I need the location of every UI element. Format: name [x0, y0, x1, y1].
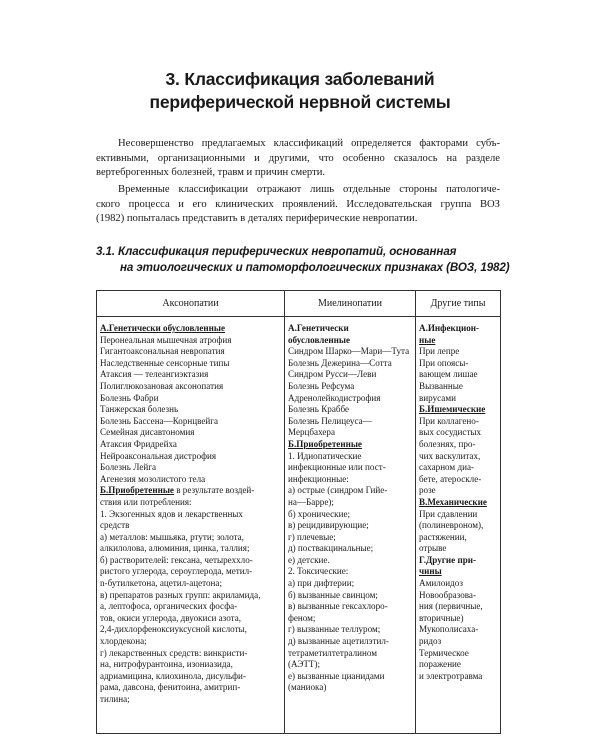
table-cell-line: г) плечевые;	[288, 531, 336, 542]
table-cell-line: Болезнь Дежерина—Сотта	[288, 357, 392, 368]
table-cell-line: Болезнь Бассена—Корнцвейга	[100, 415, 219, 426]
table-cell-line: Мукополисаха-	[419, 624, 479, 635]
table-cell-line: розе	[419, 485, 436, 496]
table-cell-line: Нейроаксональная дистрофия	[100, 450, 217, 461]
table-cell-line: 2. Токсические:	[288, 566, 349, 577]
table-cell-line: Танжерская болезнь	[100, 404, 179, 415]
chapter-title-line-2: периферической нервной системы	[149, 92, 451, 112]
table-cell-line: тов, окиси углерода, двуокиси азота,	[100, 612, 242, 623]
table-cell-line: ния (первичные,	[419, 601, 483, 612]
table-cell-line: ные	[419, 334, 436, 345]
table-cell-line: болезнях, про-	[419, 438, 476, 449]
text-line: Временные классификации отражают лишь отдельные стороны патологиче-	[118, 184, 500, 195]
table-cell-line: е) вызванные цианидами	[288, 670, 385, 681]
table-cell-line: а, лептофоса, органических фосфа-	[100, 601, 238, 612]
table-cell-line: Болезнь Рефсума	[288, 380, 355, 391]
table-cell-line: Перонеальная мышечная атрофия	[100, 334, 232, 345]
table-cell-line: поражение	[419, 659, 461, 670]
table-cell-line: Термическое	[419, 647, 469, 658]
table-cell-line: 1. Экзогенных ядов и лекарственных	[100, 508, 243, 519]
table-cell-line: А.Инфекцион-	[419, 323, 480, 333]
table-cell-line: феном;	[288, 612, 316, 623]
table-cell-line: вирусами	[419, 392, 456, 403]
table-cell-line: В.Механические	[419, 496, 487, 507]
table-cell-line: на, нитрофурантоина, изониазида,	[100, 659, 233, 670]
text-line: (1982) попыталась представить в деталях периферические невропатии.	[96, 213, 418, 225]
table-cell-line: Гигантоаксональная невропатия	[100, 346, 225, 357]
table-cell-line: г) вызванные теллуром;	[288, 624, 381, 635]
table-cell-line: 2,4-дихлорфеноксиуксусной кислоты,	[100, 624, 247, 635]
myelinopathies-cell	[285, 317, 416, 734]
table-cell-line: ридоз	[419, 636, 442, 647]
table-cell-line: Болезнь Лейга	[100, 462, 156, 473]
table-cell-line: Б.Ишемические	[419, 404, 486, 415]
table-cell-line: чины	[419, 566, 442, 577]
table-cell-line: е) детские.	[288, 554, 330, 565]
table-cell-line: инфекционные:	[288, 473, 349, 484]
table-cell-line: чих васкулитах,	[419, 450, 481, 461]
table-cell-line: а) острые (синдром Гийе-	[288, 485, 388, 496]
table-row	[97, 317, 501, 734]
section-title-line-1: 3.1. Классификация периферических невропатий, основанная	[96, 245, 457, 258]
text-line: ективными, организационными и другими, что особенно сказалось на разделе	[96, 152, 500, 164]
table-cell-line: Синдром Русси—Леви	[288, 369, 377, 380]
table-cell-line: Болезнь Пелицеуса—Мерцбахера	[288, 415, 372, 438]
table-cell-line: При коллагено-	[419, 415, 479, 426]
intro-paragraph-2	[96, 183, 500, 227]
text-line: вертеброгенных болезней, травм и причин смерти.	[96, 167, 326, 179]
table-header-row	[97, 291, 501, 317]
chapter-title	[90, 68, 510, 114]
chapter-title-line-1: 3. Классификация заболеваний	[165, 69, 435, 89]
table-cell-line: средств	[100, 520, 130, 531]
table-cell-line: адриамицина, клиохинола, дисульфи-	[100, 670, 246, 681]
table-cell-line: Б.Приобретенные в результате воздей-	[100, 485, 255, 496]
table-cell-line: При опоясы-	[419, 357, 469, 368]
table-cell-line: А.Генетически обусловленные	[100, 323, 226, 333]
table-cell-line: Синдром Шарко—Мари—Тута	[288, 346, 410, 357]
table-cell-line: При сдавлении	[419, 508, 478, 519]
table-cell-line: инфекционные или пост-	[288, 462, 386, 473]
table-cell-line: Новообразова-	[419, 589, 476, 600]
table-cell-line: 1. Идиопатические	[288, 450, 362, 461]
table-cell-line: Болезнь Фабри	[100, 392, 159, 403]
table-cell-line: тилина;	[100, 694, 130, 704]
table-cell-line: ствия или потребления:	[100, 496, 192, 507]
table-cell-line: А.Генетически обусловленные	[288, 323, 351, 345]
table-cell-line: отрыве	[419, 543, 447, 554]
header-other-types: Другие типы	[416, 291, 501, 317]
axonopathies-cell	[97, 317, 285, 734]
table-cell-line: алкилолова, алюминия, цинка, таллия;	[100, 543, 250, 554]
table-cell-line: Атаксия — телеангиэктазия	[100, 369, 209, 380]
section-title	[96, 244, 510, 275]
table-cell-line: Полиглюкозановая аксонопатия	[100, 380, 224, 391]
table-cell-line: Амилоидоз	[419, 578, 463, 589]
table-cell-line: Адренолейкодистрофия	[288, 392, 381, 403]
table-cell-line: б) вызванные свинцом;	[288, 589, 378, 600]
table-cell-line: в) вызванные гексахлоро-	[288, 601, 388, 612]
header-axonopathies: Аксонопатии	[97, 291, 285, 317]
table-cell-line: б) хронические;	[288, 508, 351, 519]
table-cell-line: Болезнь Краббе	[288, 404, 350, 415]
table-cell-line: вых сосудистых	[419, 427, 482, 438]
section-title-line-2: на этиологических и патоморфологических признаках (ВОЗ, 1982)	[120, 260, 510, 274]
table-cell-line: ристого углерода, сероуглерода, метил-	[100, 566, 253, 577]
table-cell-line: тетраметилтетралином	[288, 647, 378, 658]
table-cell-line: Атаксия Фридрейха	[100, 438, 177, 449]
text-line: Несовершенство предлагаемых классификаций определяется факторами субъ-	[118, 138, 500, 149]
table-cell-line: При лепре	[419, 346, 460, 357]
table-cell-line: Вызванные	[419, 380, 463, 391]
table-cell-line: n-бутилкетона, ацетил-ацетона;	[100, 578, 222, 589]
table-cell-line: в) рецидивирующие;	[288, 520, 369, 531]
table-cell-line: вающем лишае	[419, 369, 478, 380]
table-cell-line: (АЭТТ);	[288, 659, 321, 670]
table-cell-line: б) растворителей: гексана, четыреххло-	[100, 554, 253, 565]
table-cell-line: д) поствакцинальные;	[288, 543, 374, 554]
axonopathies-list	[100, 323, 281, 706]
table-cell-line: д) вызванные ацетилэтил-	[288, 636, 389, 647]
other-types-list	[419, 323, 497, 682]
table-cell-line: и электротравма	[419, 670, 483, 681]
table-cell-line: (маниока)	[288, 682, 327, 693]
table-cell-line: Агенезия мозолистого тела	[100, 473, 206, 484]
header-myelinopathies: Миелинопатии	[285, 291, 416, 317]
table-cell-line: рама, давсона, фенитоина, амитрип-	[100, 682, 241, 693]
table-cell-line: хлордекона;	[100, 636, 147, 647]
table-cell-line: Г.Другие при-	[419, 554, 477, 565]
table-cell-line: в) препаратов разных групп: акриламида,	[100, 589, 261, 600]
table-cell-line: (полиневроном),	[419, 520, 484, 531]
text-line: ского процесса и его клинических проявлений. Исследовательская группа ВОЗ	[96, 198, 500, 210]
myelinopathies-list	[288, 323, 412, 694]
intro-paragraph-1	[96, 137, 500, 181]
table-cell-line: вторичные)	[419, 612, 464, 623]
classification-table	[96, 290, 501, 734]
table-cell-line: Б.Приобретенные	[288, 438, 362, 449]
table-cell-line: а) при дифтерии;	[288, 578, 355, 589]
other-types-cell	[416, 317, 501, 734]
table-cell-line: г) лекарственных средств: винкристи-	[100, 647, 248, 658]
table-cell-line: Семейная дисавтономия	[100, 427, 195, 438]
table-cell-line: на—Барре);	[288, 496, 334, 507]
table-cell-line: сахарном диа-	[419, 462, 475, 473]
table-cell-line: растяжении,	[419, 531, 467, 542]
table-cell-line: бете, атероскле-	[419, 473, 482, 484]
table-cell-line: а) металлов: мышьяка, ртути; золота,	[100, 531, 244, 542]
table-cell-line: Наследственные сенсорные типы	[100, 357, 230, 368]
